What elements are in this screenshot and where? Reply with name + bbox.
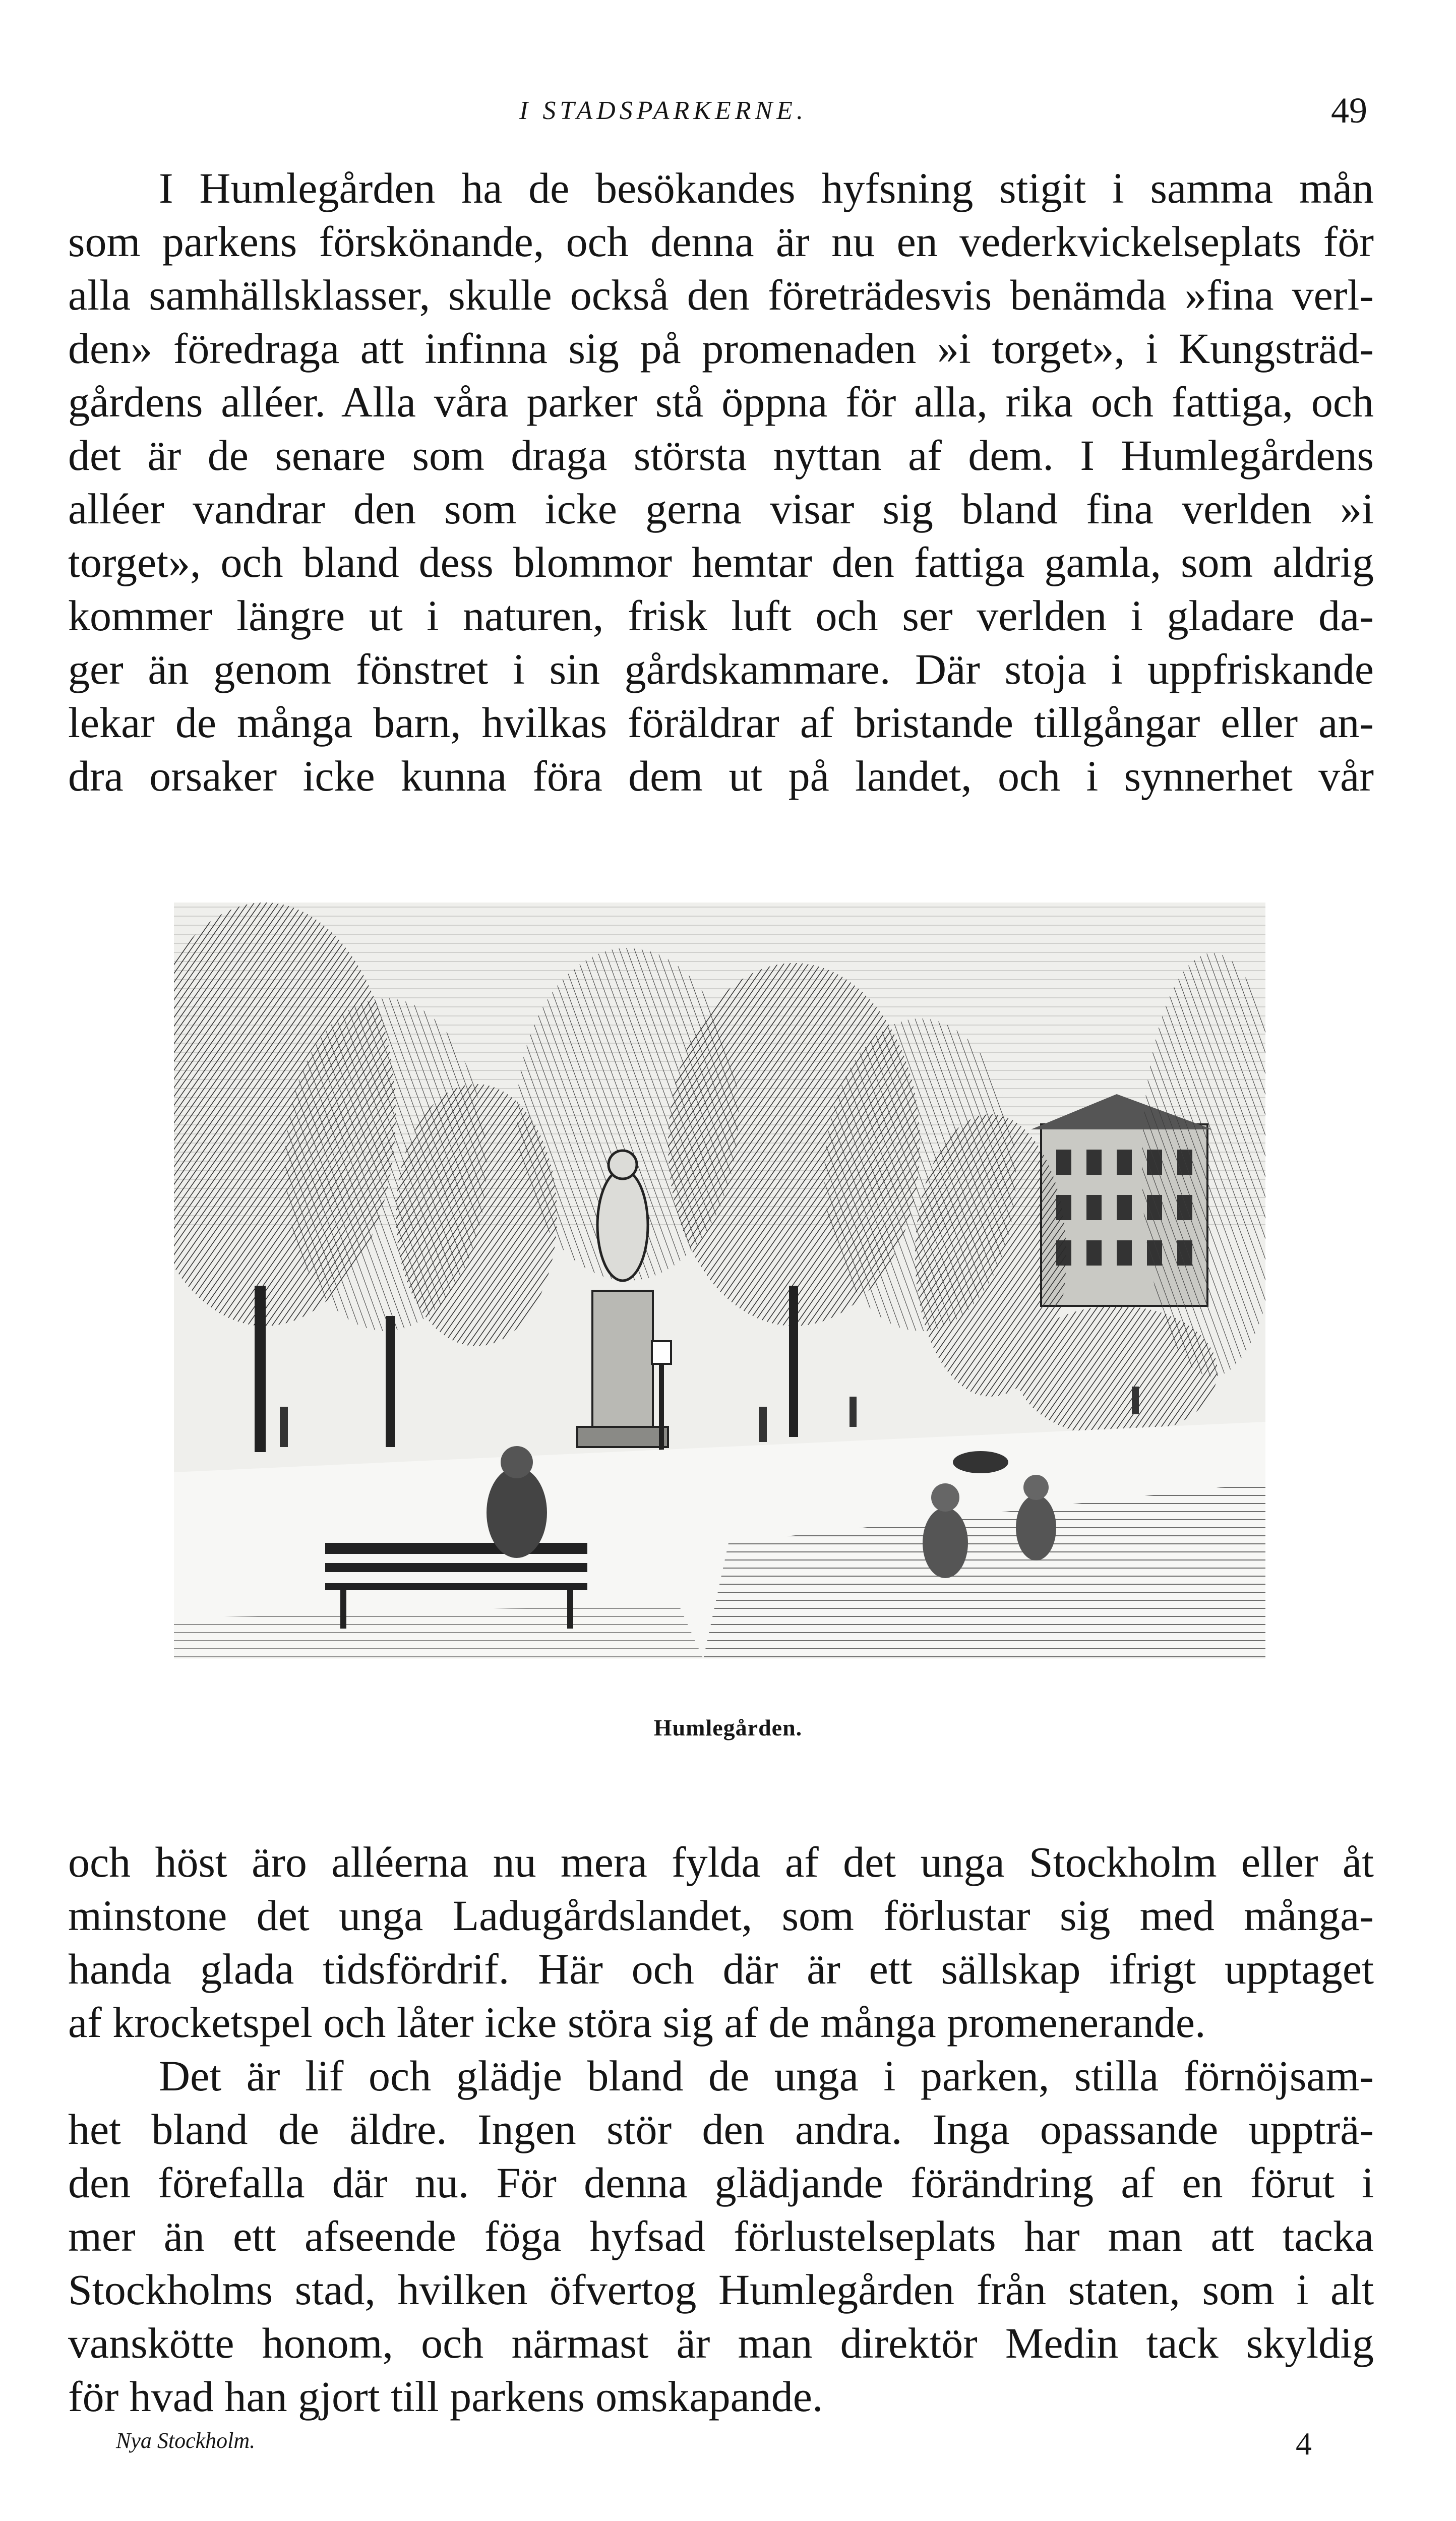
signature-mark: Nya Stockholm.: [116, 2428, 256, 2453]
text-line: det är de senare som draga största nyttan af dem. I Humlegårdens: [68, 431, 1374, 479]
text-line: Stockholms stad, hvilken öfvertog Humlegården från staten, som i alt: [68, 2265, 1374, 2314]
paragraph-2: [68, 1835, 1374, 2049]
figure-caption: Humlegården.: [653, 1715, 803, 1740]
text-line: som parkens förskönande, och denna är nu en vederkvickelseplats för: [68, 217, 1374, 266]
text-line: minstone det unga Ladugårdslandet, som förlustar sig med många-: [68, 1891, 1374, 1940]
page-number: 49: [1331, 90, 1367, 131]
paragraph-1: [68, 161, 1374, 803]
paragraph-3: [68, 2049, 1374, 2423]
text-line: af krocketspel och låter icke störa sig af de många promenerande.: [68, 1998, 1206, 2047]
sheet-number: 4: [1296, 2426, 1312, 2462]
running-head: I STADSPARKERNE.: [519, 96, 807, 125]
park-engraving-illustration: [174, 903, 1265, 1659]
text-line: den» föredraga att infinna sig på promenaden »i torget», i Kungsträd-: [68, 324, 1374, 373]
text-line: ger än genom fönstret i sin gårdskammare. Där stoja i uppfriskande: [68, 645, 1374, 693]
text-line: lekar de många barn, hvilkas föräldrar af bristande tillgångar eller an-: [68, 698, 1374, 747]
text-line: het bland de äldre. Ingen stör den andra. Inga opassande uppträ-: [68, 2105, 1374, 2153]
text-line: vanskötte honom, och närmast är man direktör Medin tack skyldig: [68, 2319, 1374, 2367]
text-line: I Humlegården ha de besökandes hyfsning stigit i samma mån: [159, 164, 1374, 212]
text-line: och höst äro alléerna nu mera fylda af det unga Stockholm eller åt: [68, 1838, 1374, 1886]
text-line: Det är lif och glädje bland de unga i parken, stilla förnöjsam-: [159, 2052, 1374, 2100]
text-line: torget», och bland dess blommor hemtar den fattiga gamla, som aldrig: [68, 538, 1374, 586]
text-line: för hvad han gjort till parkens omskapande.: [68, 2372, 823, 2421]
engraving-image: [174, 903, 1265, 1659]
text-line: den förefalla där nu. För denna glädjande förändring af en förut i: [68, 2158, 1374, 2207]
text-line: handa glada tidsfördrif. Här och där är ett sällskap ifrigt upptaget: [68, 1945, 1374, 1993]
text-line: gårdens alléer. Alla våra parker stå öppna för alla, rika och fattiga, och: [68, 378, 1374, 426]
text-line: alléer vandrar den som icke gerna visar sig bland fina verlden »i: [68, 485, 1374, 533]
text-line: kommer längre ut i naturen, frisk luft och ser verlden i gladare da-: [68, 591, 1374, 640]
text-line: dra orsaker icke kunna föra dem ut på landet, och i synnerhet vår: [68, 752, 1374, 800]
text-line: mer än ett afseende föga hyfsad förlustelseplats har man att tacka: [68, 2212, 1374, 2260]
text-line: alla samhällsklasser, skulle också den företrädesvis benämda »fina verl-: [68, 271, 1374, 319]
